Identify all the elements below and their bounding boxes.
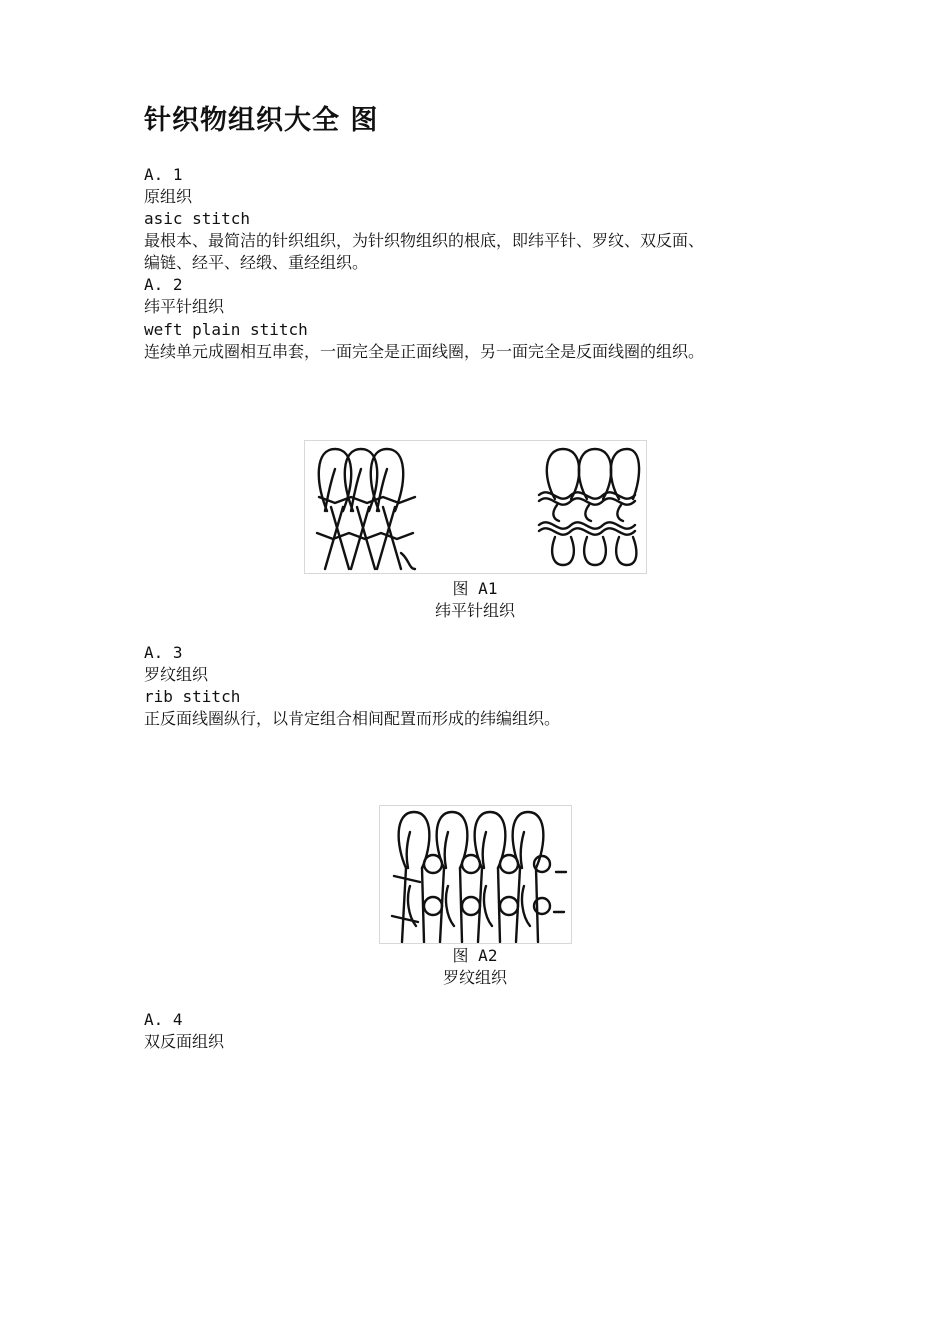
figure-a2-label: 图 A2 — [452, 946, 498, 965]
section-name-en: weft plain stitch — [144, 320, 308, 339]
section-name-cn: 双反面组织 — [144, 1032, 225, 1051]
figure-a1-label: 图 A1 — [452, 579, 498, 598]
section-name-en: asic stitch — [144, 209, 250, 228]
section-name-cn: 原组织 — [144, 187, 193, 206]
section-description-line: 最根本、最简洁的针织组织，为针织物组织的根底，即纬平针、罗纹、双反面、 — [144, 231, 705, 250]
section-name-en: rib stitch — [144, 687, 241, 706]
figure-a2-image — [379, 805, 572, 944]
rib-stitch-illustration — [380, 806, 571, 943]
section-description-line: 连续单元成圈相互串套，一面完全是正面线圈，另一面完全是反面线圈的组织。 — [144, 342, 705, 361]
figure-a1-caption: 纬平针组织 — [434, 601, 515, 620]
section-name-cn: 罗纹组织 — [144, 665, 209, 684]
figure-a2-caption: 罗纹组织 — [442, 968, 507, 987]
figure-a1-image — [304, 440, 647, 574]
section-number: A. 1 — [144, 165, 183, 184]
section-name-cn: 纬平针组织 — [144, 297, 225, 316]
weft-plain-stitch-illustration — [305, 441, 646, 573]
page-title: 针织物组织大全 图 — [144, 105, 379, 136]
section-number: A. 4 — [144, 1010, 183, 1029]
section-description-line: 编链、经平、经缎、重经组织。 — [144, 253, 369, 272]
section-number: A. 3 — [144, 643, 183, 662]
section-description-line: 正反面线圈纵行，以肯定组合相间配置而形成的纬编组织。 — [144, 709, 561, 728]
section-number: A. 2 — [144, 275, 183, 294]
